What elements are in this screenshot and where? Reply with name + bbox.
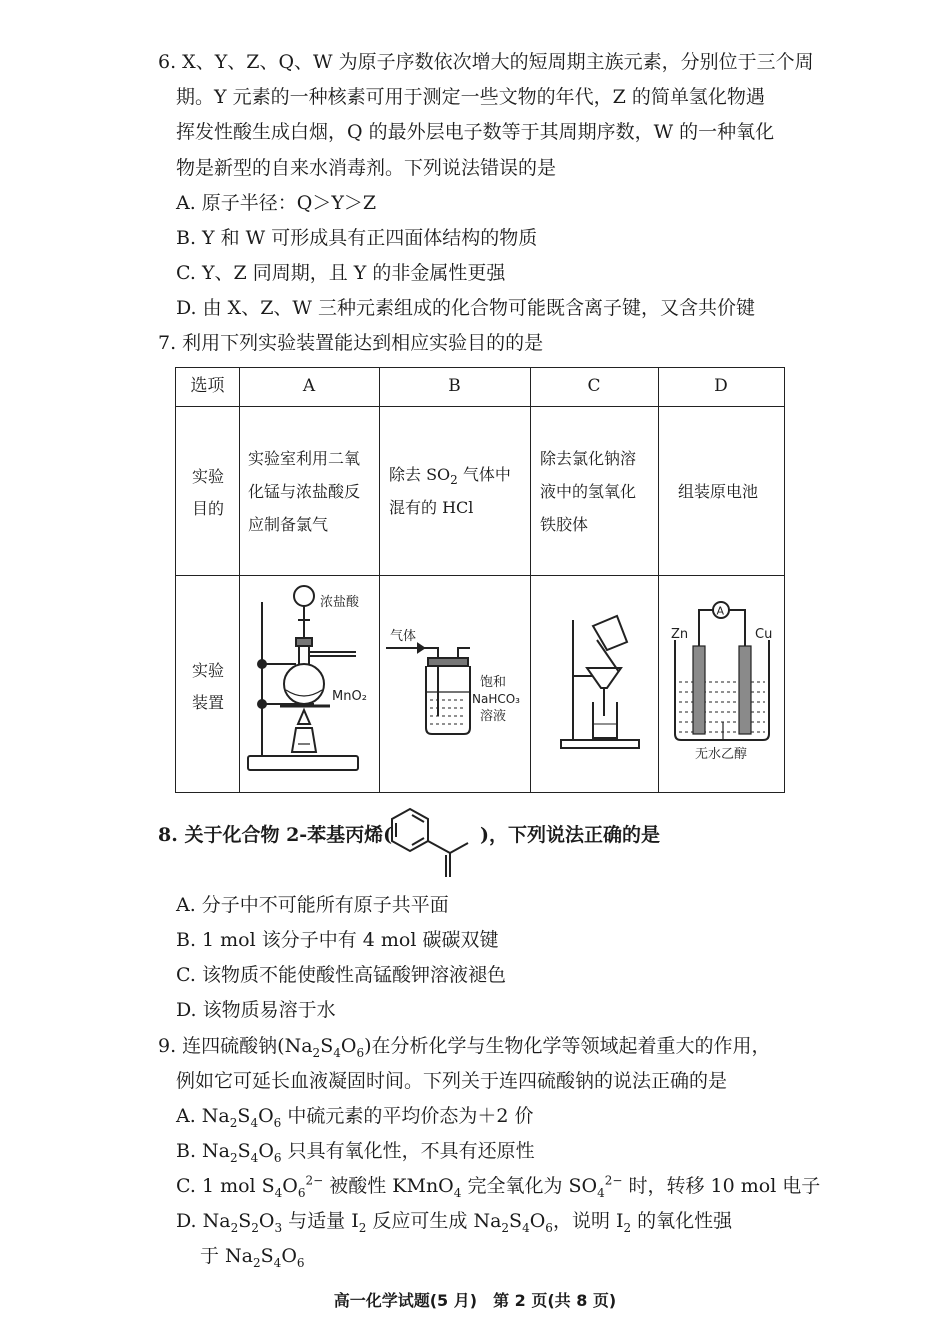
q9-stem-line-1: 9. 连四硫酸钠$(Na_2S_4O_6)$在分析化学与生物化学等领域起着重大的作用，	[158, 1035, 771, 1060]
apparatus-c-filtration	[531, 576, 658, 791]
q6-stem-line-1: 6. X、Y、Z、Q、W 为原子序数依次增大的短周期主族元素，分别位于三个周	[158, 51, 814, 73]
label-cu: Cu	[755, 627, 773, 642]
purpose-a-line-1: 实验室利用二氧	[248, 449, 361, 468]
row-label-apparatus-1: 实验	[192, 661, 225, 680]
purpose-c-line-1: 除去氯化钠溶	[540, 449, 637, 468]
meter-symbol: A	[716, 604, 725, 618]
label-mno2: MnO₂	[332, 689, 367, 704]
purpose-b-line-1: 除去 $SO_2$ 气体中	[389, 465, 511, 488]
purpose-a-line-3: 应制备氯气	[248, 515, 329, 534]
apparatus-d-galvanic-cell	[659, 576, 784, 791]
q8-stem-part-2: )，下列说法正确的是	[480, 824, 660, 846]
apparatus-b-gas-washing-bottle	[380, 576, 530, 791]
q9-option-b: B. $Na_2S_4O_6$ 只具有氧化性，不具有还原性	[176, 1140, 535, 1165]
q6-stem-line-2: 期。Y 元素的一种核素可用于测定一些文物的年代，Z 的简单氢化物遇	[176, 86, 765, 108]
q9-option-c: C. 1 mol $S_4O_6^{2-}$ 被酸性 KMnO$_4$ 完全氧化为 $SO_4^{2-}$ 时，转移 10 mol 电子	[176, 1173, 821, 1200]
row-label-purpose-1: 实验	[192, 467, 225, 486]
q6-option-a: A. 原子半径：Q＞Y＞Z	[176, 192, 377, 214]
row-label-apparatus-2: 装置	[192, 693, 225, 712]
q6-option-c: C. Y、Z 同周期，且 Y 的非金属性更强	[176, 262, 506, 284]
apparatus-a-chlorine-generator	[240, 576, 379, 791]
label-nahco3: NaHCO₃	[472, 692, 520, 706]
label-conc-hcl: 浓盐酸	[320, 595, 360, 610]
q8-option-b: B. 1 mol 该分子中有 4 mol 碳碳双键	[176, 929, 499, 951]
q9-option-d-line-2: 于 $Na_2S_4O_6$	[200, 1245, 305, 1270]
label-solution: 溶液	[480, 709, 507, 724]
label-saturated: 饱和	[480, 675, 507, 690]
table-header-d: D	[714, 376, 728, 396]
purpose-d: 组装原电池	[678, 482, 759, 501]
row-label-purpose-2: 目的	[192, 499, 225, 518]
q8-stem-part-1: 8. 关于化合物 2-苯基丙烯(	[158, 824, 393, 846]
purpose-a-line-2: 化锰与浓盐酸反	[248, 482, 361, 501]
label-zn: Zn	[671, 627, 689, 642]
table-header-option: 选项	[190, 376, 225, 396]
q6-option-d: D. 由 X、Z、W 三种元素组成的化合物可能既含离子键，又含共价键	[176, 297, 755, 319]
q8-structure-2-phenylpropene	[388, 803, 478, 881]
label-gas: 气体	[390, 629, 417, 644]
table-header-b: B	[448, 376, 461, 396]
q7-stem: 7. 利用下列实验装置能达到相应实验目的的是	[158, 332, 544, 354]
q8-option-d: D. 该物质易溶于水	[176, 999, 336, 1021]
q8-option-c: C. 该物质不能使酸性高锰酸钾溶液褪色	[176, 964, 506, 986]
table-header-c: C	[587, 376, 601, 396]
table-header-a: A	[302, 376, 316, 396]
page-footer: 高一化学试题(5 月) 第 2 页(共 8 页)	[333, 1291, 617, 1310]
q9-option-d-line-1: D. $Na_2S_2O_3$ 与适量 $I_2$ 反应可生成 $Na_2S_4O_6$，说明 $I_2$ 的氧化性强	[176, 1210, 733, 1235]
purpose-c-line-2: 液中的氢氧化	[540, 482, 637, 501]
q9-stem-line-2: 例如它可延长血液凝固时间。下列关于连四硫酸钠的说法正确的是	[176, 1070, 728, 1092]
label-anhydrous-ethanol: 无水乙醇	[695, 747, 748, 762]
q7-options-table	[175, 367, 785, 793]
purpose-c-line-3: 铁胶体	[540, 515, 589, 534]
q6-stem-line-3: 挥发性酸生成白烟，Q 的最外层电子数等于其周期序数，W 的一种氧化	[176, 121, 775, 143]
purpose-b-line-2: 混有的 HCl	[389, 498, 474, 517]
q8-option-a: A. 分子中不可能所有原子共平面	[176, 894, 449, 916]
q6-option-b: B. Y 和 W 可形成具有正四面体结构的物质	[176, 227, 538, 249]
q9-option-a: A. $Na_2S_4O_6$ 中硫元素的平均价态为＋2 价	[176, 1105, 534, 1130]
q6-stem-line-4: 物是新型的自来水消毒剂。下列说法错误的是	[176, 157, 557, 179]
